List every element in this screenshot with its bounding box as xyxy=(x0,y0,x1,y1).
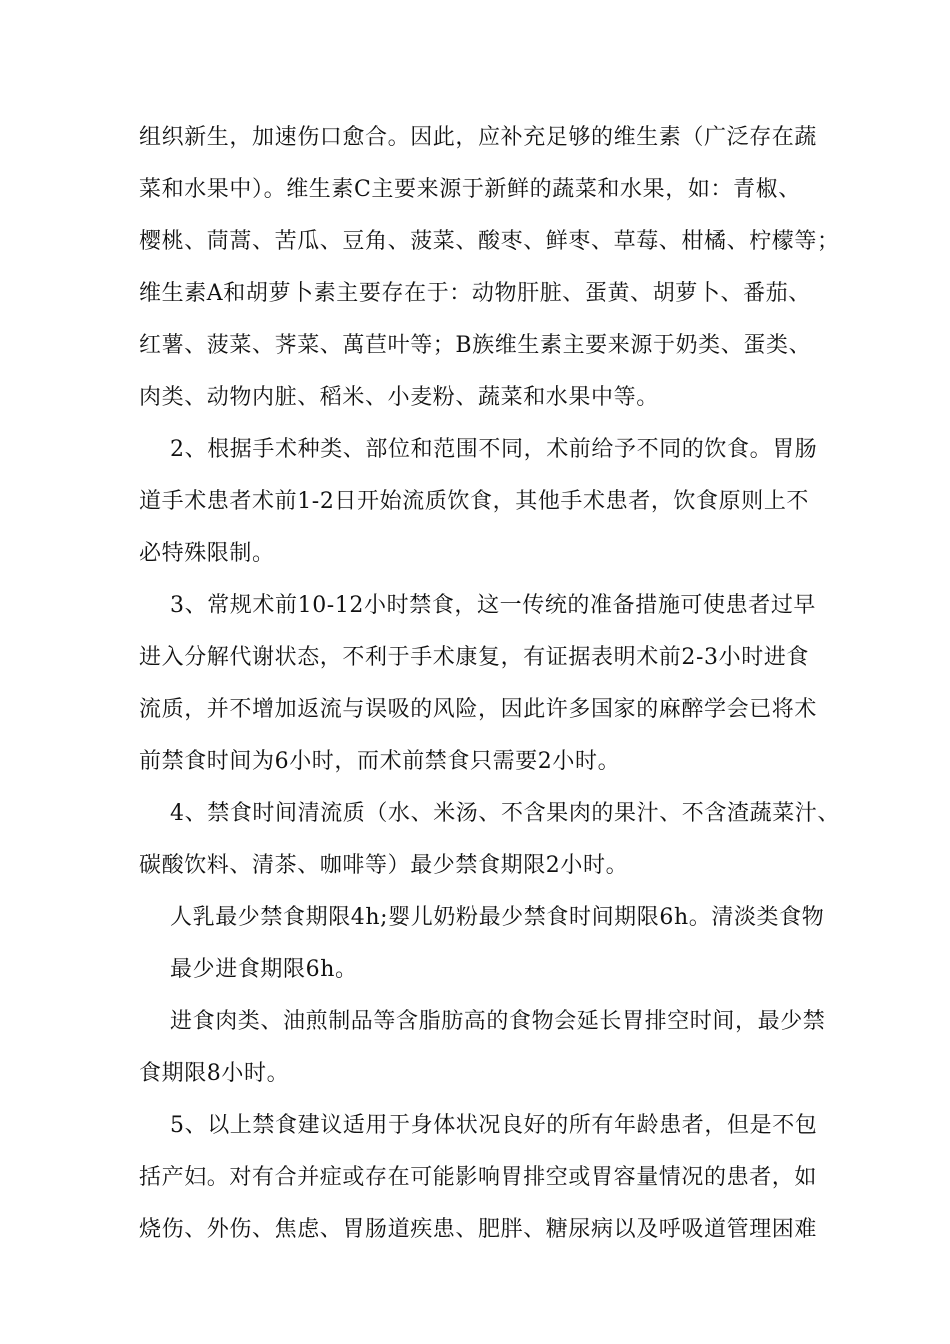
text-line-20: 5、以上禁食建议适用于身体状况良好的所有年龄患者，但是不包 xyxy=(170,1113,818,1138)
text-line-3: 樱桃、茼蒿、苦瓜、豆角、菠菜、酸枣、鲜枣、草莓、柑橘、柠檬等； xyxy=(139,229,840,254)
text-line-22: 烧伤、外伤、焦虑、胃肠道疾患、肥胖、糖尿病以及呼吸道管理困难 xyxy=(139,1217,818,1242)
text-line-6: 肉类、动物内脏、稻米、小麦粉、蔬菜和水果中等。 xyxy=(139,385,659,410)
text-line-18: 进食肉类、油煎制品等含脂肪高的食物会延长胃排空时间，最少禁 xyxy=(170,1009,826,1034)
text-line-14: 4、禁食时间清流质（水、米汤、不含果肉的果汁、不含渣蔬菜汁、 xyxy=(170,801,840,826)
text-line-9: 必特殊限制。 xyxy=(139,541,275,566)
text-line-11: 进入分解代谢状态，不利于手术康复，有证据表明术前2-3小时进食 xyxy=(139,645,810,670)
text-line-2: 菜和水果中）。维生素C主要来源于新鲜的蔬菜和水果，如：青椒、 xyxy=(139,177,801,202)
text-line-21: 括产妇。对有合并症或存在可能影响胃排空或胃容量情况的患者，如 xyxy=(139,1165,818,1190)
text-line-4: 维生素A和胡萝卜素主要存在于：动物肝脏、蛋黄、胡萝卜、番茄、 xyxy=(139,281,811,306)
text-line-16: 人乳最少禁食期限4h;婴儿奶粉最少禁食时间期限6h。清淡类食物 xyxy=(170,905,825,930)
text-line-19: 食期限8小时。 xyxy=(139,1061,290,1086)
text-line-10: 3、常规术前10-12小时禁食，这一传统的准备措施可使患者过早 xyxy=(170,593,817,618)
text-line-12: 流质，并不增加返流与误吸的风险，因此许多国家的麻醉学会已将术 xyxy=(139,697,818,722)
text-line-17: 最少进食期限6h。 xyxy=(170,957,358,982)
text-line-7: 2、根据手术种类、部位和范围不同，术前给予不同的饮食。胃肠 xyxy=(170,437,818,462)
text-line-8: 道手术患者术前1-2日开始流质饮食，其他手术患者，饮食原则上不 xyxy=(139,489,810,514)
text-line-5: 红薯、菠菜、荠菜、萬苣叶等；B族维生素主要来源于奶类、蛋类、 xyxy=(139,333,812,358)
text-line-1: 组织新生，加速伤口愈合。因此，应补充足够的维生素（广泛存在蔬 xyxy=(139,125,818,150)
text-line-15: 碳酸饮料、清茶、咖啡等）最少禁食期限2小时。 xyxy=(139,853,629,878)
text-line-13: 前禁食时间为6小时，而术前禁食只需要2小时。 xyxy=(139,749,621,774)
